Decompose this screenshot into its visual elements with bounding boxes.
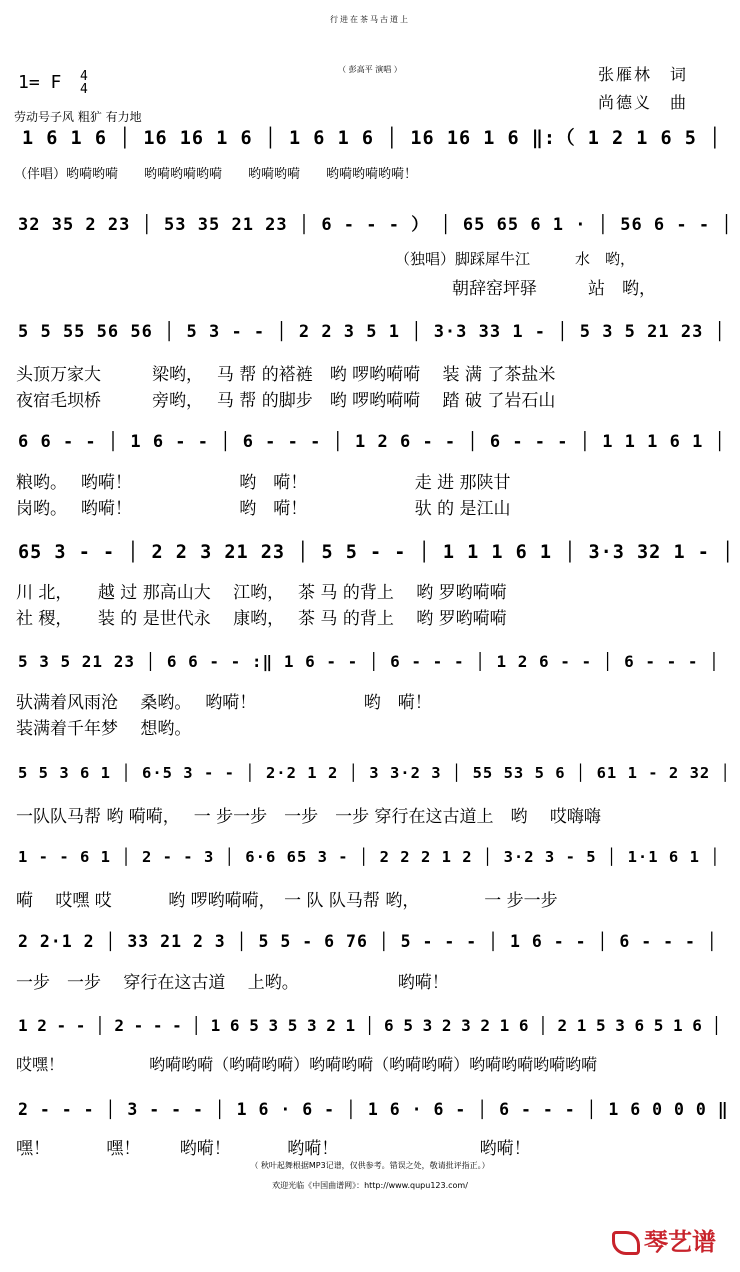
transcription-note: （ 秋叶起舞根据MP3记谱，仅供参考。错误之处，敬请批评指正。） bbox=[250, 1161, 490, 1170]
score-lyrics-2b: 朝辞窑坪驿 站 哟， bbox=[452, 279, 656, 299]
score-lyrics-4b: 岗哟。 哟嗬！ 哟 嗬！ 驮 的 是江山 bbox=[16, 499, 511, 519]
site-credit[interactable]: 欢迎光临《中国曲谱网》：http://www.qupu123.com/ bbox=[272, 1181, 468, 1190]
score-lyrics-5b: 社 稷， 装 的 是世代永 康哟， 茶 马 的背上 哟 罗哟嗬嗬 bbox=[16, 609, 507, 629]
score-lyrics-1: （伴唱）哟嗬哟嗬 哟嗬哟嗬哟嗬 哟嗬哟嗬 哟嗬哟嗬哟嗬！ bbox=[14, 167, 418, 182]
score-notes-7: 5 5 3 6 1 │ 6·5 3 - - │ 2·2 1 2 │ 3 3·2 3 │ 55 53 5 6 │ 61 1 - 2 32 │ bbox=[18, 764, 731, 782]
time-bottom: 4 bbox=[80, 82, 88, 97]
score-lyrics-9: 一步 一步 穿行在这古道 上哟。 哟嗬！ bbox=[16, 973, 449, 993]
score-notes-9: 2 2·1 2 │ 33 21 2 3 │ 5 5 - 6 76 │ 5 - - - │ 1 6 - - │ 6 - - - │ bbox=[18, 932, 718, 951]
score-lyrics-8: 嗬 哎嘿 哎 哟 啰哟嗬嗬， 一 队 队马帮 哟， 一 步一步 bbox=[16, 891, 558, 911]
time-signature bbox=[80, 70, 88, 96]
lyricist-credit: 张雁林 词 bbox=[598, 65, 689, 84]
logo-text: 琴艺谱 bbox=[644, 1228, 716, 1256]
score-notes-3: 5 5 55 56 56 │ 5 3 - - │ 2 2 3 5 1 │ 3·3 33 1 - │ 5 3 5 21 23 │ bbox=[18, 322, 726, 342]
tempo-marking: 劳动号子风 粗犷 有力地 bbox=[14, 110, 142, 124]
brand-logo bbox=[612, 1222, 716, 1257]
composer-credit: 尚德义 曲 bbox=[598, 93, 689, 112]
score-notes-11: 2 - - - │ 3 - - - │ 1 6 · 6 - │ 1 6 · 6 - │ 6 - - - │ 1 6 0 0 0 ‖ bbox=[18, 1100, 729, 1119]
singer-credit: （ 彭高平 演唱 ） bbox=[338, 65, 402, 74]
score-lyrics-11: 嘿！ 嘿！ 哟嗬！ 哟嗬！ 哟嗬！ bbox=[16, 1139, 531, 1159]
song-title: 行进在茶马古道上 bbox=[330, 15, 410, 24]
score-notes-10: 1 2 - - │ 2 - - - │ 1 6 5 3 5 3 2 1 │ 6 5 3 2 3 2 1 6 │ 2 1 5 3 6 5 1 6 │ bbox=[18, 1016, 722, 1035]
score-lyrics-3a: 头顶万家大 梁哟， 马 帮 的褡裢 哟 啰哟嗬嗬 装 满 了茶盐米 bbox=[16, 365, 556, 385]
score-lyrics-6b: 装满着千年梦 想哟。 bbox=[16, 719, 192, 739]
score-lyrics-5a: 川 北， 越 过 那高山大 江哟， 茶 马 的背上 哟 罗哟嗬嗬 bbox=[16, 583, 507, 603]
score-lyrics-6a: 驮满着风雨沧 桑哟。 哟嗬！ 哟 嗬！ bbox=[16, 693, 432, 713]
score-lyrics-10: 哎嘿！ 哟嗬哟嗬（哟嗬哟嗬）哟嗬哟嗬（哟嗬哟嗬）哟嗬哟嗬哟嗬哟嗬 bbox=[16, 1055, 598, 1074]
time-top: 4 bbox=[80, 69, 88, 84]
score-lyrics-4a: 粮哟。 哟嗬！ 哟 嗬！ 走 进 那陕甘 bbox=[16, 473, 511, 493]
score-lyrics-2a: （独唱）脚踩犀牛江 水 哟， bbox=[395, 250, 636, 268]
score-notes-6: 5 3 5 21 23 │ 6 6 - - :‖ 1 6 - - │ 6 - - - │ 1 2 6 - - │ 6 - - - │ bbox=[18, 652, 720, 671]
logo-mark-icon bbox=[612, 1231, 640, 1255]
score-lyrics-7: 一队队马帮 哟 嗬嗬， 一 步一步 一步 一步 穿行在这古道上 哟 哎嗨嗨 bbox=[16, 807, 601, 827]
score-notes-5: 65 3 - - │ 2 2 3 21 23 │ 5 5 - - │ 1 1 1 6 1 │ 3·3 32 1 - │ bbox=[18, 542, 735, 563]
key-signature: 1= F bbox=[18, 72, 62, 93]
score-notes-1: 1 6 1 6 │ 16 16 1 6 │ 1 6 1 6 │ 16 16 1 6 ‖:（ 1 2 1 6 5 │ bbox=[22, 128, 722, 149]
score-notes-4: 6 6 - - │ 1 6 - - │ 6 - - - │ 1 2 6 - - │ 6 - - - │ 1 1 1 6 1 │ bbox=[18, 432, 726, 452]
score-lyrics-3b: 夜宿毛坝桥 旁哟， 马 帮 的脚步 哟 啰哟嗬嗬 踏 破 了岩石山 bbox=[16, 391, 556, 411]
score-notes-2: 32 35 2 23 │ 53 35 21 23 │ 6 - - - ） │ 65 65 6 1 · │ 56 6 - - │ bbox=[18, 215, 733, 235]
score-notes-8: 1 - - 6 1 │ 2 - - 3 │ 6·6 65 3 - │ 2 2 2 1 2 │ 3·2 3 - 5 │ 1·1 6 1 │ bbox=[18, 848, 721, 866]
